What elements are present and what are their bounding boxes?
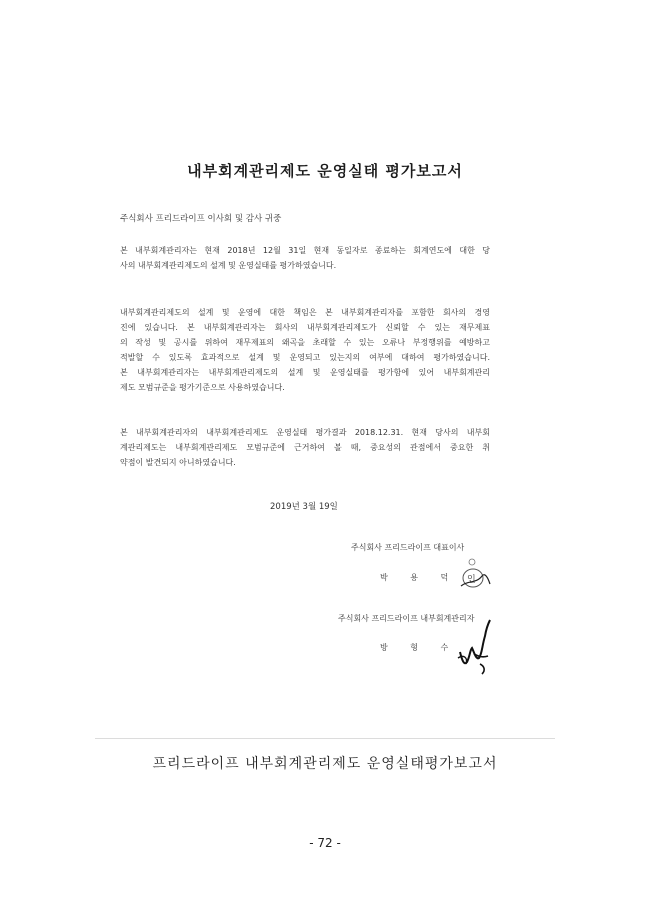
paragraph-line: 의 작성 및 공시를 위하여 재무제표의 왜곡을 초래할 수 있는 오류나 부정행위를 예방하고 — [120, 338, 490, 347]
paragraph-line: 적발할 수 있도록 효과적으로 설계 및 운영되고 있는지의 여부에 대하여 평가하였습니다. — [120, 353, 490, 362]
report-title: 내부회계관리제도 운영실태 평가보고서 — [187, 162, 463, 180]
report-date: 2019년 3월 19일 — [270, 502, 338, 512]
addressee: 주식회사 프리드라이프 이사회 및 감사 귀중 — [120, 214, 282, 224]
signatory-1-company: 주식회사 프리드라이프 대표이사 — [351, 543, 465, 552]
paragraph-line: 사의 내부회계관리제도의 설계 및 운영실태를 평가하였습니다. — [120, 261, 337, 270]
signatory-2-name: 방 형 수 — [380, 643, 459, 652]
paragraph-line: 본 내부회계관리자는 내부회계관리제도의 설계 및 운영실태를 평가함에 있어 내부회계관리 — [120, 368, 490, 377]
paragraph-1 — [120, 243, 490, 273]
paragraph-line: 본 내부회계관리자의 내부회계관리제도 운영실태 평가결과 2018.12.31. 현재 당사의 내부회 — [120, 428, 490, 437]
paragraph-line: 약점이 발견되지 아니하였습니다. — [120, 458, 236, 467]
page-number: - 72 - — [309, 836, 341, 850]
paragraph-2 — [120, 305, 490, 395]
seal-text: 인 — [467, 575, 476, 585]
paragraph-line: 제도 모범규준을 평가기준으로 사용하였습니다. — [120, 383, 285, 392]
seal-signature-icon — [452, 556, 492, 592]
handwritten-signature-icon — [452, 614, 498, 676]
signatory-1-name: 박 용 덕 — [380, 573, 459, 582]
footer-divider — [95, 738, 555, 739]
paragraph-line: 본 내부회계관리자는 현재 2018년 12월 31일 현재 동일자로 종료하는 회계연도에 대한 당 — [120, 246, 491, 255]
paragraph-line: 진에 있습니다. 본 내부회계관리자는 회사의 내부회계관리제도가 신뢰할 수 있는 재무제표 — [120, 323, 490, 332]
footer-title: 프리드라이프 내부회계관리제도 운영실태평가보고서 — [152, 756, 498, 772]
paragraph-3 — [120, 425, 490, 470]
paragraph-line: 내부회계관리제도의 설계 및 운영에 대한 책임은 본 내부회계관리자를 포함한 회사의 경영 — [120, 308, 490, 317]
paragraph-line: 계관리제도는 내부회계관리제도 모범규준에 근거하여 볼 때, 중요성의 관점에서 중요한 취 — [120, 443, 490, 452]
signatory-2-company: 주식회사 프리드라이프 내부회계관리자 — [338, 614, 475, 623]
